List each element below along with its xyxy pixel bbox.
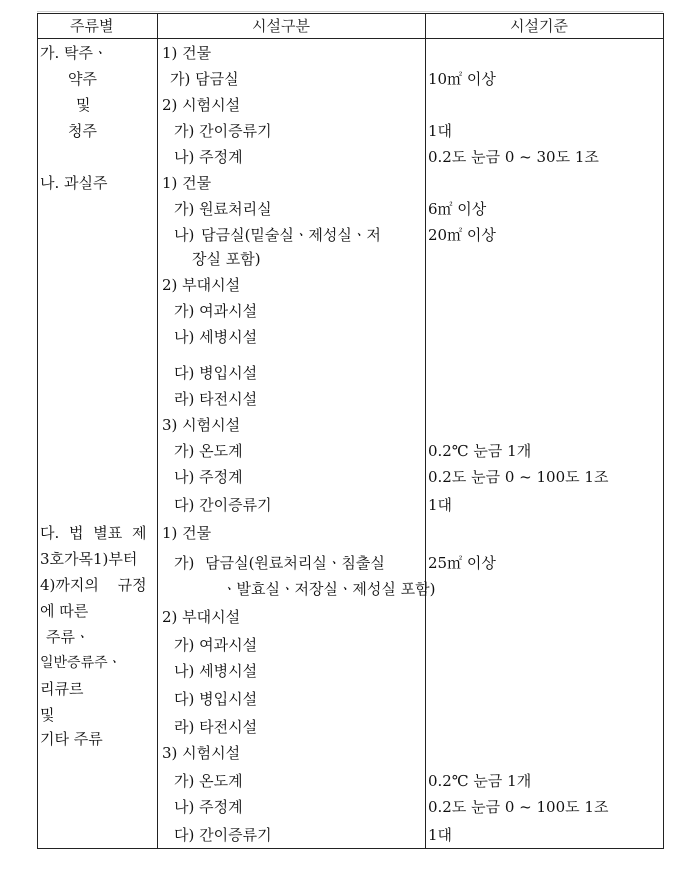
category-line: 일반증류주ㆍ	[40, 655, 122, 671]
table-bottom-border	[37, 848, 663, 849]
facility-item: 라) 타전시설	[174, 390, 258, 408]
facility-standard: 10㎡ 이상	[428, 70, 496, 88]
facility-item-continued: ㆍ발효실ㆍ저장실ㆍ제성실 포함)	[222, 580, 436, 598]
facility-item: 가) 원료처리실	[174, 200, 272, 218]
facility-item: 다) 간이증류기	[174, 826, 272, 844]
table-top-border	[37, 13, 663, 14]
facility-item: 가) 온도계	[174, 772, 243, 790]
facility-item: 나) 세병시설	[174, 662, 258, 680]
facility-standard: 0.2℃ 눈금 1개	[428, 772, 532, 790]
facility-item: 가) 담금실(원료처리실ㆍ침출실	[174, 554, 385, 572]
category-line: 청주	[68, 122, 97, 140]
facility-item: 2) 시험시설	[162, 96, 241, 114]
table-right-border	[663, 13, 664, 849]
facility-item: 2) 부대시설	[162, 276, 241, 294]
facility-standard: 1대	[428, 826, 453, 844]
category-line: 나. 과실주	[40, 174, 108, 192]
facility-item: 나) 주정계	[174, 798, 243, 816]
facility-standard: 1대	[428, 496, 453, 514]
table-left-border	[37, 13, 38, 849]
top-shadow-line	[37, 11, 663, 12]
category-line: 및	[76, 96, 91, 114]
facility-standard: 0.2도 눈금 0 ~ 30도 1조	[428, 148, 599, 166]
facility-item: 1) 건물	[162, 44, 212, 62]
facility-standard: 1대	[428, 122, 453, 140]
facility-item: 가) 담금실	[170, 70, 239, 88]
facility-standard: 6㎡ 이상	[428, 200, 487, 218]
category-line: 리큐르	[40, 680, 84, 698]
facility-item: 1) 건물	[162, 524, 212, 542]
facility-standard: 0.2도 눈금 0 ~ 100도 1조	[428, 468, 609, 486]
facility-item: 다) 간이증류기	[174, 496, 272, 514]
category-line: 기타 주류	[40, 730, 103, 748]
category-line: 주류ㆍ	[46, 628, 90, 646]
facility-item: 다) 병입시설	[174, 690, 258, 708]
category-line: 약주	[68, 70, 97, 88]
facility-item: 2) 부대시설	[162, 608, 241, 626]
facility-item: 1) 건물	[162, 174, 212, 192]
category-line: 및	[40, 706, 55, 724]
category-line: 가. 탁주ㆍ	[40, 44, 108, 62]
category-line: 다. 법 별표 제	[40, 524, 147, 542]
header-facility-standard: 시설기준	[510, 17, 568, 35]
header-category: 주류별	[70, 17, 114, 35]
facility-item: 가) 여과시설	[174, 636, 258, 654]
header-bottom-border	[37, 38, 663, 39]
facility-item: 가) 간이증류기	[174, 122, 272, 140]
facility-item: 나) 세병시설	[174, 328, 258, 346]
facility-item: 다) 병입시설	[174, 364, 258, 382]
facility-standard: 20㎡ 이상	[428, 226, 496, 244]
facility-item: 가) 여과시설	[174, 302, 258, 320]
facility-standard: 0.2℃ 눈금 1개	[428, 442, 532, 460]
column-divider-2	[425, 13, 426, 849]
category-line: 4)까지의 규정	[40, 576, 147, 594]
facility-item: 3) 시험시설	[162, 416, 241, 434]
facility-standard: 0.2도 눈금 0 ~ 100도 1조	[428, 798, 609, 816]
facility-item: 나) 주정계	[174, 468, 243, 486]
facility-item: 나) 주정계	[174, 148, 243, 166]
facility-item: 3) 시험시설	[162, 744, 241, 762]
category-line: 3호가목1)부터	[40, 550, 138, 568]
facility-item-continued: 장실 포함)	[192, 250, 261, 268]
facility-standard: 25㎡ 이상	[428, 554, 496, 572]
column-divider-1	[157, 13, 158, 849]
facility-item: 라) 타전시설	[174, 718, 258, 736]
facility-item: 나) 담금실(밑술실ㆍ제성실ㆍ저	[174, 226, 381, 244]
category-line: 에 따른	[40, 602, 89, 620]
header-facility-type: 시설구분	[252, 17, 310, 35]
facility-item: 가) 온도계	[174, 442, 243, 460]
